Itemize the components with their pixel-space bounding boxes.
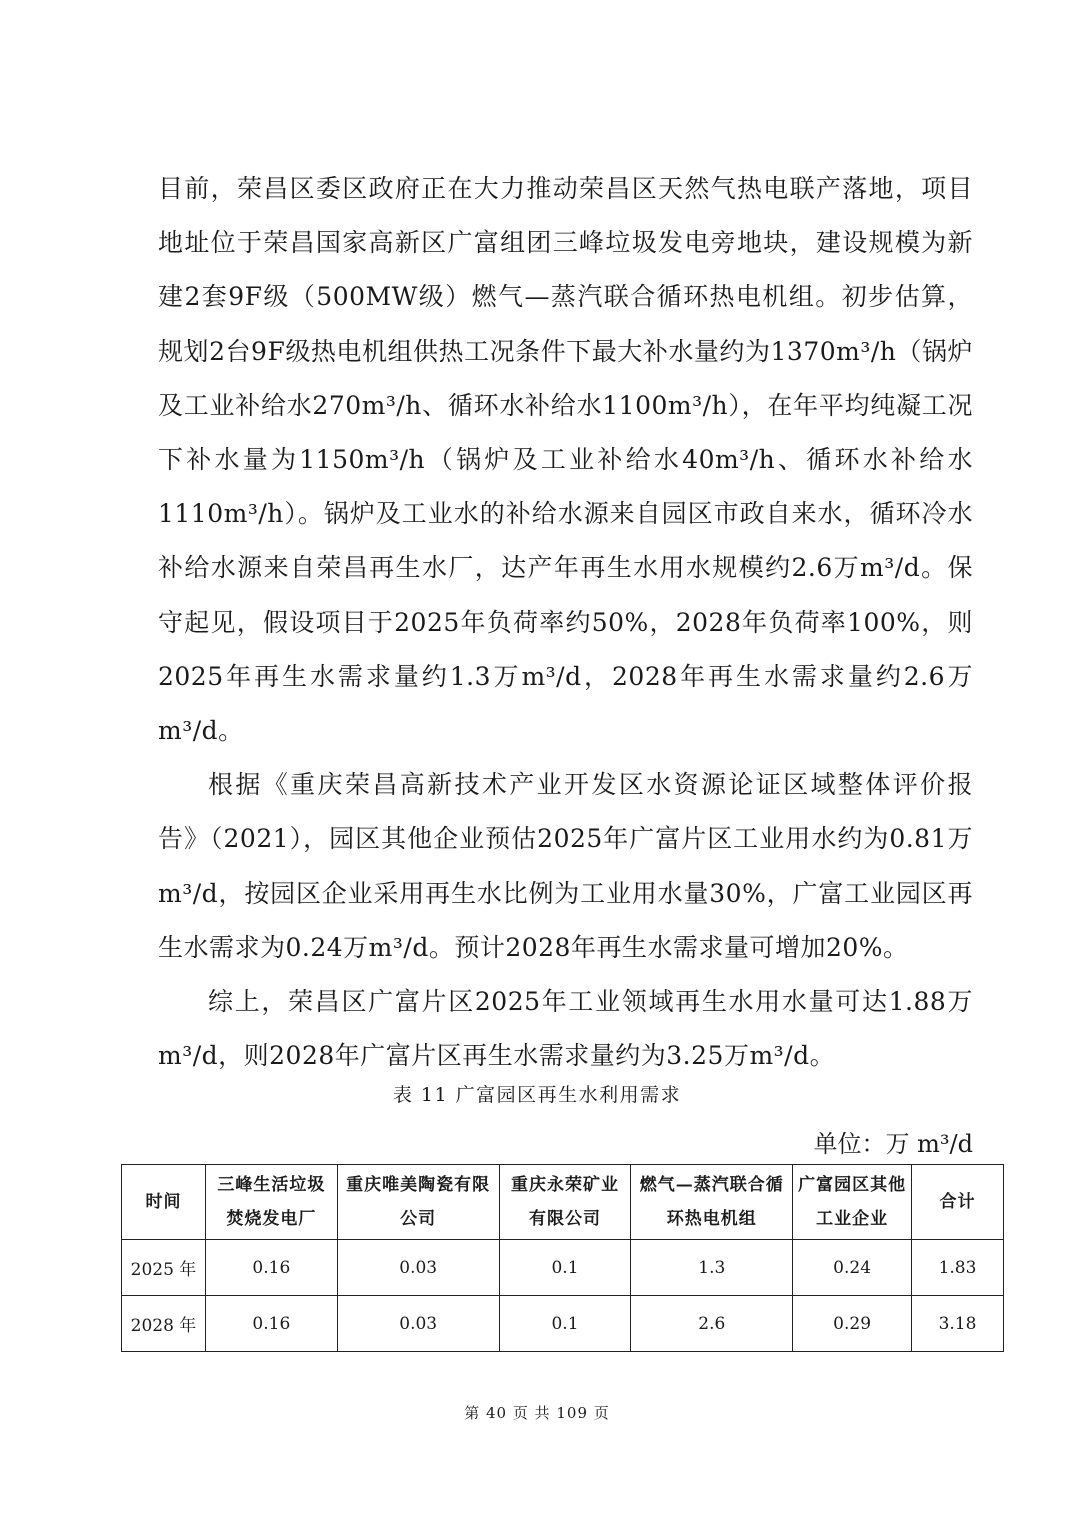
body-text bbox=[158, 162, 973, 1083]
header-cell: 合计 bbox=[912, 1165, 1004, 1240]
page-footer: 第 40 页 共 109 页 bbox=[464, 1404, 610, 1422]
table-caption: 表 11 广富园区再生水利用需求 bbox=[392, 1084, 682, 1106]
header-cell: 时间 bbox=[122, 1165, 206, 1240]
header-cell: 重庆永荣矿业有限公司 bbox=[499, 1165, 631, 1240]
paragraph-1: 目前，荣昌区委区政府正在大力推动荣昌区天然气热电联产落地，项目地址位于荣昌国家高新区广富组团三峰垃圾发电旁地块，建设规模为新建2套9F级（500MW级）燃气—蒸汽联合循环热电机组。初步估算，规划2台9F级热电机组供热工况条件下最大补水量约为1370m³/h（锅炉及工业补给水270m³/h、循环水补给水1100m³/h），在年平均纯凝工况下补水量为1150m³/h（锅炉及工业补给水40m³/h、循环水补给水1110m³/h）。锅炉及工业水的补给水源来自园区市政自来水，循环冷水补给水源来自荣昌再生水厂，达产年再生水用水规模约2.6万m³/d。保守起见，假设项目于2025年负荷率约50%，2028年负荷率100%，则2025年再生水需求量约1.3万m³/d，2028年再生水需求量约2.6万m³/d。 bbox=[158, 174, 973, 746]
table-unit: 单位：万 m³/d bbox=[813, 1130, 973, 1158]
header-cell: 广富园区其他工业企业 bbox=[793, 1165, 912, 1240]
table-cell: 2.6 bbox=[631, 1296, 793, 1352]
table-cell: 3.18 bbox=[912, 1296, 1004, 1352]
paragraph-2: 根据《重庆荣昌高新技术产业开发区水资源论证区域整体评价报告》（2021），园区其他企业预估2025年广富片区工业用水约为0.81万m³/d，按园区企业采用再生水比例为工业用水量30%，广富工业园区再生水需求为0.24万m³/d。预计2028年再生水需求量可增加20%。 bbox=[158, 770, 973, 962]
table-cell: 1.83 bbox=[912, 1240, 1004, 1296]
table-cell: 1.3 bbox=[631, 1240, 793, 1296]
header-cell: 三峰生活垃圾焚烧发电厂 bbox=[205, 1165, 337, 1240]
table-cell: 0.03 bbox=[337, 1296, 499, 1352]
paragraph-3: 综上，荣昌区广富片区2025年工业领域再生水用水量可达1.88万m³/d，则2028年广富片区再生水需求量约为3.25万m³/d。 bbox=[158, 987, 973, 1071]
header-cell: 燃气—蒸汽联合循环热电机组 bbox=[631, 1165, 793, 1240]
table-cell: 0.29 bbox=[793, 1296, 912, 1352]
table-cell: 0.24 bbox=[793, 1240, 912, 1296]
table-cell: 0.16 bbox=[205, 1240, 337, 1296]
table-cell: 0.03 bbox=[337, 1240, 499, 1296]
table-row bbox=[122, 1296, 1004, 1352]
table-header-row bbox=[122, 1165, 1004, 1240]
table-cell: 0.16 bbox=[205, 1296, 337, 1352]
table-cell: 0.1 bbox=[499, 1240, 631, 1296]
table-cell: 2025 年 bbox=[122, 1240, 206, 1296]
table-cell: 0.1 bbox=[499, 1296, 631, 1352]
table-cell: 2028 年 bbox=[122, 1296, 206, 1352]
table-row bbox=[122, 1240, 1004, 1296]
demand-table bbox=[121, 1164, 1004, 1352]
header-cell: 重庆唯美陶瓷有限公司 bbox=[337, 1165, 499, 1240]
